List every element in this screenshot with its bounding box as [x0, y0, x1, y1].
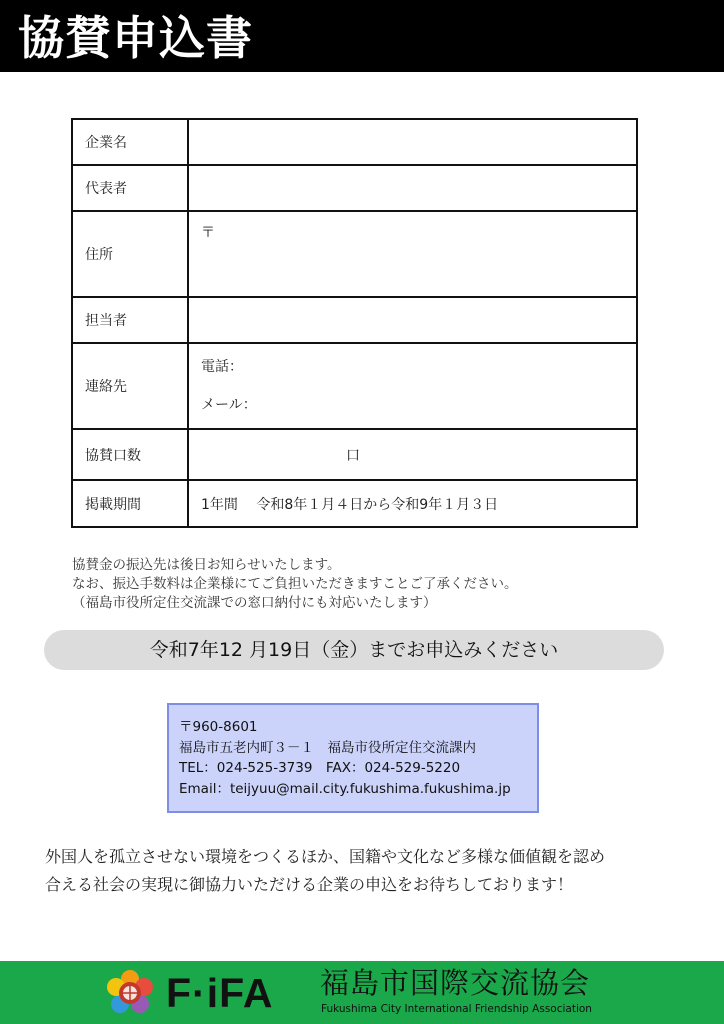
- org-name-en: Fukushima City International Friendship Association: [321, 1003, 592, 1015]
- page-header: [0, 0, 724, 72]
- contact-email[interactable]: Email：teijyuu@mail.city.fukushima.fukushima.jp: [179, 780, 511, 797]
- address-field[interactable]: [188, 211, 637, 297]
- form-row-company: [72, 119, 637, 165]
- units-label: 協賛口数: [72, 429, 188, 480]
- form-row-address: [72, 211, 637, 297]
- company-field[interactable]: [188, 119, 637, 165]
- fifa-logo: F·iFA: [166, 970, 274, 1016]
- address-label: 住所: [72, 211, 188, 297]
- phone-label: 電話：: [201, 359, 243, 375]
- payment-notes: [72, 556, 518, 613]
- form-row-period: [72, 480, 637, 527]
- representative-field[interactable]: [188, 165, 637, 211]
- contact-field[interactable]: [188, 343, 637, 429]
- page-title: 協賛申込書: [18, 11, 253, 65]
- note-line-3: （福島市役所定住交流課での窓口納付にも対応いたします）: [72, 595, 437, 611]
- units-field[interactable]: [188, 429, 637, 480]
- contact-address-box: [167, 703, 539, 813]
- appeal-message: [45, 843, 605, 899]
- form-row-contact: [72, 343, 637, 429]
- application-form: [71, 118, 638, 528]
- person-label: 担当者: [72, 297, 188, 343]
- contact-label: 連絡先: [72, 343, 188, 429]
- units-suffix: 口: [346, 447, 360, 464]
- form-row-representative: [72, 165, 637, 211]
- note-line-1: 協賛金の振込先は後日お知らせいたします。: [72, 557, 341, 573]
- footer-banner: [0, 961, 724, 1024]
- form-row-units: [72, 429, 637, 480]
- deadline-banner: 令和7年12 月19日（金）までお申込みください: [44, 630, 664, 670]
- contact-tel-fax: TEL：024-525-3739 FAX：024-529-5220: [179, 760, 461, 776]
- representative-label: 代表者: [72, 165, 188, 211]
- contact-address: 福島市五老内町３－１ 福島市役所定住交流課内: [179, 739, 476, 756]
- message-line-2: 合える社会の実現に御協力いただける企業の申込をお待ちしております！: [45, 875, 574, 894]
- period-label: 掲載期間: [72, 480, 188, 527]
- company-label: 企業名: [72, 119, 188, 165]
- period-value: 1年間 令和8年１月４日から令和9年１月３日: [188, 480, 637, 527]
- note-line-2: なお、振込手数料は企業様にてご負担いただきますことご了承ください。: [72, 576, 518, 592]
- postal-mark: 〒: [201, 225, 215, 241]
- email-label: メール：: [201, 397, 257, 413]
- form-row-person: [72, 297, 637, 343]
- org-name: 福島市国際交流協会: [320, 966, 591, 1000]
- person-field[interactable]: [188, 297, 637, 343]
- message-line-1: 外国人を孤立させない環境をつくるほか、国籍や文化など多様な価値観を認め: [45, 847, 606, 866]
- flower-emblem-icon: [103, 967, 157, 1019]
- contact-postal: 〒960-8601: [179, 719, 258, 735]
